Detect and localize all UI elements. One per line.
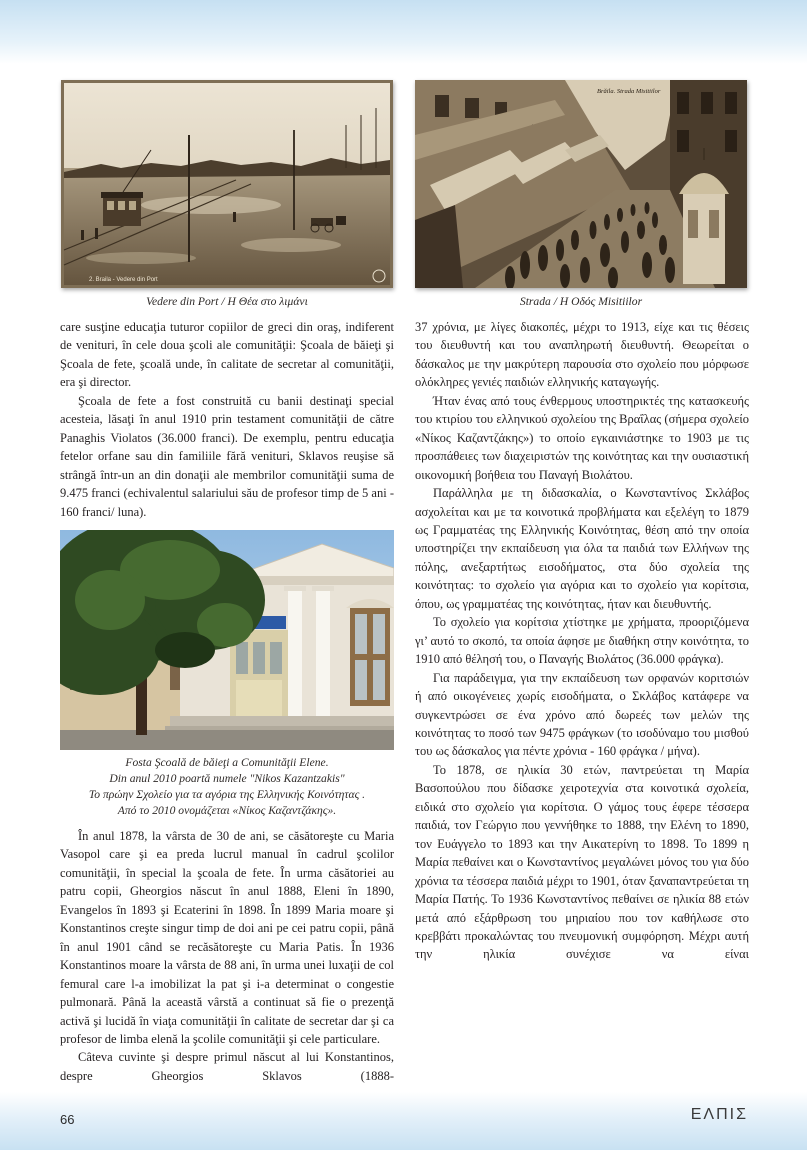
paragraph: Ήταν ένας από τους ένθερμους υποστηρικτές της κατασκευής του κτιρίου του ελληνικού σχολείου της Βραΐλας (σήμερα σχολείο «Νίκος Καζαντζάκης») το οποίο εγκαινιάστηκε το 1903 με τις προσπάθειες των διαχειριστών της κοινότητας και την ουσιαστική οικονομική βοήθεια του Παναγή Βιολάτου.	[415, 393, 749, 482]
paragraph: Παράλληλα με τη διδασκαλία, ο Κωνσταντίνος Σκλάβος ασχολείται και με τα κοινοτικά προβλήματα και εξελέγη το 1879 ως Γραμματέας της Ελληνικής Κοινότητας, θέση από την οποία υποστηρίζει την εκπαίδευση για όλα τα παιδιά των Ελλήνων της πόλης, ανεξαρτήτως εισοδήματος, στα δύο σχολεία της κοινότητας: το σχολείο για αγόρια και το σχολείο για κορίτσια, όπου, ως γραμματέας της κοινότητας, ήταν και διευθυντής.	[415, 486, 749, 611]
left-column-bottom-text	[60, 827, 394, 1107]
street-photo	[415, 80, 747, 288]
port-photo-caption	[61, 294, 393, 310]
magazine-title: ΕΛΠΙΣ	[690, 1106, 748, 1123]
paragraph: Το 1878, σε ηλικία 30 ετών, παντρεύεται τη Μαρία Βασοπούλου που δίδασκε χειροτεχνία στα κοινοτικά σχολεία, ειδικά στο σχολείο για κορίτσια. Ο γάμος τους έφερε τέσσερα παιδιά, τον Γεώργιο που γεννήθηκε το 1888, την Ελένη το 1890, τον Ευάγγελο το 1893 και την Αικατερίνη το 1898. Το 1899 η Μαρία πεθαίνει και ο Κωνσταντίνος μεγαλώνει μόνος του για δύο χρόνια τα τέσσερα παιδιά μέχρι το 1901, όταν ξαναπαντρεύεται τη Μαρία Πατής. Το 1936 Κωνσταντίνος πεθαίνει σε ηλικία 88 ετών μετά από εξάρθρωση του μηριαίου που τον καθήλωσε στο κρεββάτι προκαλώντας του πνευμονική συμφόρηση. Μέχρι αυτή την ηλικία συνέχισε να είναι	[415, 762, 749, 962]
header-band	[0, 0, 807, 64]
street-photo-inscription: Brăila. Strada Misitiilor	[597, 88, 661, 95]
left-column-top-text	[60, 318, 394, 528]
school-photo-image	[60, 530, 394, 750]
port-caption-text: Vedere din Port / Η Θέα στο λιμάνι	[146, 295, 308, 308]
right-column-text	[415, 318, 749, 1104]
paragraph: Για παράδειγμα, για την εκπαίδευση των ορφανών κοριτσιών ή από οικογένειες χωρίς εισοδήματα, ο Σκλάβος κατάφερε να συγκεντρώσει σε ένα χρόνο από δωρεές των μελών της κοινότητας το ποσό των 9475 φράγκων (το ισοδύναμο του μισθού του ως δάσκαλος για πέντε χρόνια - 160 φράγκα / μήνα).	[415, 670, 749, 759]
paragraph: În anul 1878, la vârsta de 30 de ani, se căsătoreşte cu Maria Vasopol care şi ea preda lucrul manual în cadrul şcolilor comunităţii, în special la şcoala de fete. În urma căsătoriei au patru copii, Gheorgios născut în anul 1888, Eleni în 1890, Evangelos în 1893 şi Ecaterini în 1898. În 1899 Maria moare şi Konstantinos creşte singur timp de doi ani pe cei patru copii, până în anul 1901 când se recăsătoreşte cu Maria Patis. În 1936 Konstantinos moare la vârsta de 88 ani, în urma unei luxaţii de col femural care l-a imobilizat la pat şi i-a determinat o congestie pulmonară. Până la această vârstă a continuat să fie o prezenţă activă şi lucidă în viaţa comunităţii în calitate de secretar dar şi ca profesor de limba elenă la şcolile comunităţii şi cele particulare.	[60, 829, 394, 1046]
port-photo-image	[61, 80, 393, 288]
street-photo-image	[415, 80, 747, 288]
caption-line: Fosta Şcoală de băieţi a Comunităţii Elene.	[125, 756, 329, 769]
footer-band	[0, 1092, 807, 1150]
paragraph: Şcoala de fete a fost construită cu banii destinaţi special acesteia, lăsaţi în anul 1910 prin testament comunităţii de către Panaghis Violatos (36.000 franci). De exemplu, pentru educaţia fetelor orfane sau din familiile fără venituri, Sklavos reuşise să strângă într-un an din donaţii ale membrilor comunităţii suma de 9.475 franci (echivalentul salariului său de profesor timp de 5 ani - 160 franci/ luna).	[60, 393, 394, 519]
paragraph: Το σχολείο για κορίτσια χτίστηκε με χρήματα, προοριζόμενα γι’ αυτό το σκοπό, τα οποία άφησε με διαθήκη στην κοινότητα, το 1910 από θέλησή του, ο Παναγής Βιολάτος (36.000 φράγκα).	[415, 615, 749, 667]
paragraph: Câteva cuvinte şi despre primul născut al lui Konstantinos, despre Gheorgios Sklavos (1888-	[60, 1050, 394, 1083]
caption-line: Από το 2010 ονομάζεται «Νίκος Καζαντζάκης».	[117, 804, 337, 817]
street-photo-caption	[415, 294, 747, 310]
paragraph: 37 χρόνια, με λίγες διακοπές, μέχρι το 1913, είχε και τις θέσεις του διευθυντή και του αναπληρωτή διευθυντή. Θεωρείται ο δάσκαλος με την μακρύτερη παρουσία στο σχολείο που μόρφωσε ολόκληρες γενιές παιδιών ελληνικής καταγωγής.	[415, 320, 749, 390]
street-caption-text: Strada / Η Οδός Misitiilor	[519, 295, 643, 308]
paragraph: care susţine educaţia tuturor copiilor de greci din oraş, indiferent de venituri, în cele doua şcoli ale comunităţii: Şcoala de băieţi şi Şcoala de fete, şcoală unde, în calitate de secretar al comunităţii, era şi director.	[60, 320, 394, 390]
school-photo-caption	[60, 755, 394, 819]
caption-line: Din anul 2010 poartă numele "Nikos Kazantzakis"	[109, 772, 345, 785]
school-photo	[60, 530, 394, 750]
page-number: 66	[60, 1112, 75, 1127]
port-photo-inscription: 2. Braila - Vedere din Port	[89, 277, 158, 283]
port-photo	[61, 80, 393, 288]
caption-line: Το πρώην Σχολείο για τα αγόρια της Ελληνικής Κοινότητας .	[88, 788, 366, 801]
